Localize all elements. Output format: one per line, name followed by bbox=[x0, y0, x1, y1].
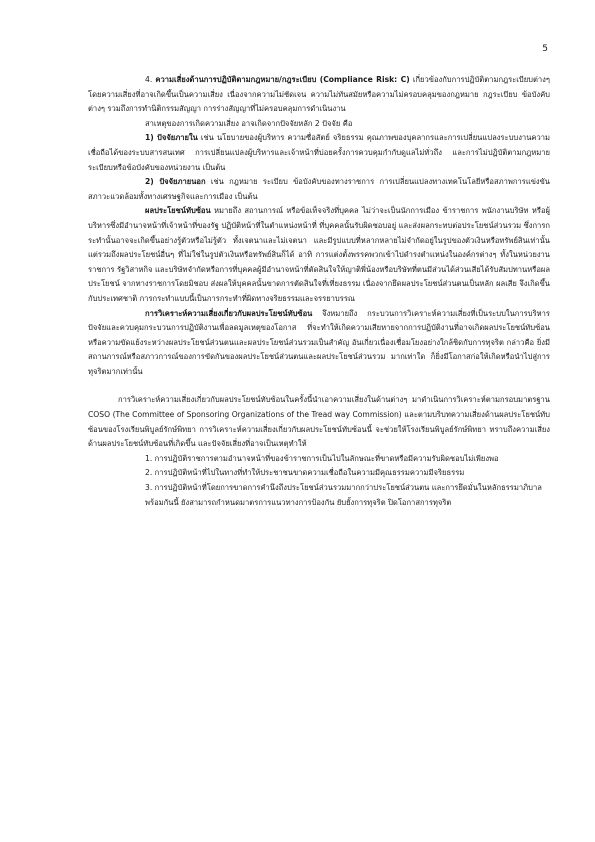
document-body bbox=[88, 73, 550, 510]
list-item-2: 2. การปฏิบัติหน้าที่ไปในทางที่ทำให้ประชาชนขาดความเชื่อถือในความมีคุณธรรมความมีจริยธรรม bbox=[145, 468, 465, 478]
heading-external-factor: 2) ปัจจัยภายนอก bbox=[145, 177, 206, 187]
paragraph-conflict-of-interest bbox=[88, 204, 550, 306]
page-number: 5 bbox=[542, 44, 548, 54]
external-factor-text: เช่น กฎหมาย ระเบียบ ข้อบังคับของทางราชการ การเปลี่ยนแปลงทางเทคโนโลยีหรือสภาพการแข่งขัน สภาวะแวดล้อมทั้งทางเศรษฐกิจและการเมือง เป็นต้น bbox=[88, 177, 550, 201]
heading-internal-factor: 1) ปัจจัยภายใน bbox=[145, 133, 198, 143]
paragraph-closing: พร้อมกันนี้ ยังสามารถกำหนดมาตรการแนวทางการป้องกัน ยับยั้งการทุจริต ปิดโอกาสการทุจริต bbox=[145, 497, 452, 507]
heading-conflict-of-interest: ผลประโยชน์ทับซ้อน bbox=[145, 206, 211, 216]
paragraph-compliance-risk bbox=[88, 73, 550, 117]
list-item-3: 3. การปฏิบัติหน้าที่โดยการขาดการคำนึงถึงประโยชน์ส่วนรวมมากกว่าประโยชน์ส่วนตน และการยึดมั่นในหลักธรรมาภิบาล bbox=[145, 483, 542, 493]
internal-factor-text: เช่น นโยบายของผู้บริหาร ความซื่อสัตย์ จริยธรรม คุณภาพของบุคลากรและการเปลี่ยนแปลงระบบงานความเชื่อถือได้ของระบบสารสนเทศ การเปลี่ยนแปลงผู้บริหารและเจ้าหน้าที่บ่อยครั้งการควบคุมกำกับดูแลไม่ทั่วถึง และการไม่ปฏิบัติตามกฎหมาย ระเบียบหรือข้อบังคับของหน่วยงาน เป็นต้น bbox=[88, 133, 550, 172]
paragraph-causes: สาเหตุของการเกิดความเสี่ยง อาจเกิดจากปัจจัยหลัก 2 ปัจจัย คือ bbox=[145, 118, 353, 128]
heading-risk-analysis: การวิเคราะห์ความเสี่ยงเกี่ยวกับผลประโยชน์ทับซ้อน bbox=[145, 308, 313, 318]
heading-compliance-risk: ความเสี่ยงด้านการปฏิบัติตามกฎหมาย/กฎระเบียบ (Compliance Risk: C) bbox=[155, 75, 410, 84]
paragraph-external-factor bbox=[88, 175, 550, 204]
list-item-1: 1. การปฏิบัติราชการตามอำนาจหน้าที่ของข้าราชการเป็นไปในลักษณะที่ขาดหรือมีความรับผิดชอบไม่เพียงพอ bbox=[145, 453, 499, 463]
paragraph-intro: การวิเคราะห์ความเสี่ยงเกี่ยวกับผลประโยชน์ทับซ้อนในครั้งนี้นำเอาความเสี่ยงในด้านต่างๆ มาดำเนินการวิเคราะห์ตามกรอบมาตรฐาน COSO (The Committee of Sponsoring Organizations of the Tread way Commission) และตามบริบทความเสี่ยงด้านผลประโยชน์ทับซ้อนของโรงเรียนพิบูลย์รักษ์พิทยา การวิเคราะห์ความเสี่ยงเกี่ยวกับผลประโยชน์ทับซ้อนนี้ จะช่วยให้โรงเรียนพิบูลย์รักษ์พิทยา ทราบถึงความเสี่ยงด้านผลประโยชน์ทับซ้อนที่เกิดขึ้น และปัจจัยเสี่ยงที่อาจเป็นเหตุทำให้ bbox=[88, 395, 550, 449]
paragraph-risk-analysis bbox=[88, 307, 550, 380]
spacer bbox=[88, 379, 550, 393]
compliance-risk-text: เกี่ยวข้องกับการปฏิบัติตามกฎระเบียบต่างๆ โดยความเสี่ยงที่อาจเกิดขึ้นเป็นความเสี่ยง เนื่องจากความไม่ชัดเจน ความไม่ทันสมัยหรือความไม่ครอบคลุมของกฎหมาย กฎระเบียบ ข้อบังคับต่างๆ รวมถึงการทำนิติกรรมสัญญา การร่างสัญญาที่ไม่ครอบคลุมการดำเนินงาน bbox=[88, 75, 550, 114]
risk-analysis-text: จึงหมายถึง กระบวนการวิเคราะห์ความเสี่ยงที่เป็นระบบในการบริหารปัจจัยและควบคุมกระบวนการปฏิบัติงานเพื่อลดมูลเหตุของโอกาส ที่จะทำให้เกิดความเสียหายจากการปฏิบัติงานที่อาจเกิดผลประโยชน์ทับซ้อน หรือความขัดแย้งระหว่างผลประโยชน์ส่วนตนและผลประโยชน์ส่วนรวมเป็นสำคัญ อันเกี่ยวเนื่องเชื่อมโยงอย่างใกล้ชิดกับการทุจริต กล่าวคือ ยิ่งมีสถานการณ์หรือสภาวการณ์ของการขัดกันของผลประโยชน์ส่วนตนและผลประโยชน์ส่วนรวม มากเท่าใด ก็ยิ่งมีโอกาสก่อให้เกิดหรือนำไปสู่การทุจริตมากเท่านั้น bbox=[88, 308, 550, 376]
item-number: 4. bbox=[145, 75, 156, 84]
conflict-of-interest-text: หมายถึง สถานการณ์ หรือข้อเท็จจริงที่บุคคล ไม่ว่าจะเป็นนักการเมือง ข้าราชการ พนักงานบริษัท หรือผู้บริหารซึ่งมีอำนาจหน้าที่เจ้าหน้าที่ของรัฐ ปฏิบัติหน้าที่ในตำแหน่งหน้าที่ ที่บุคคลนั้นรับผิดชอบอยู่ และส่งผลกระทบต่อประโยชน์ส่วนรวม ซึ่งการกระทำนั้นอาจจะเกิดขึ้นอย่างรู้ตัวหรือไม่รู้ตัว ทั้งเจตนาและไม่เจตนา และมีรูปแบบที่หลากหลายไม่จำกัดอยู่ในรูปของตัวเงินหรือทรัพย์สินเท่านั้น แต่รวมถึงผลประโยชน์อื่นๆ ที่ไม่ใช่ในรูปตัวเงินหรือทรัพย์สินก็ได้ อาทิ การแต่งตั้งพรรคพวกเข้าไปดำรงตำแหน่งในองค์กรต่างๆ ทั้งในหน่วยงานราชการ รัฐวิสาหกิจ และบริษัทจำกัดหรือการที่บุคคลผู้มีอำนาจหน้าที่ตัดสินใจให้ญาติพี่น้องหรือบริษัทที่ตนมีส่วนได้ส่วนเสียได้รับสัมปทานหรือผลประโยชน์ จากทางราชการโดยมิชอบ ส่งผลให้บุคคลนั้นขาดการตัดสินใจที่เที่ยงธรรม เนื่องจากยึดผลประโยชน์ส่วนตนเป็นหลัก ผลเสีย จึงเกิดขึ้นกับประเทศชาติ การกระทำแบบนี้เป็นการกระทำที่ผิดทางจริยธรรมและจรรยาบรรณ bbox=[88, 206, 550, 303]
paragraph-internal-factor bbox=[88, 131, 550, 175]
